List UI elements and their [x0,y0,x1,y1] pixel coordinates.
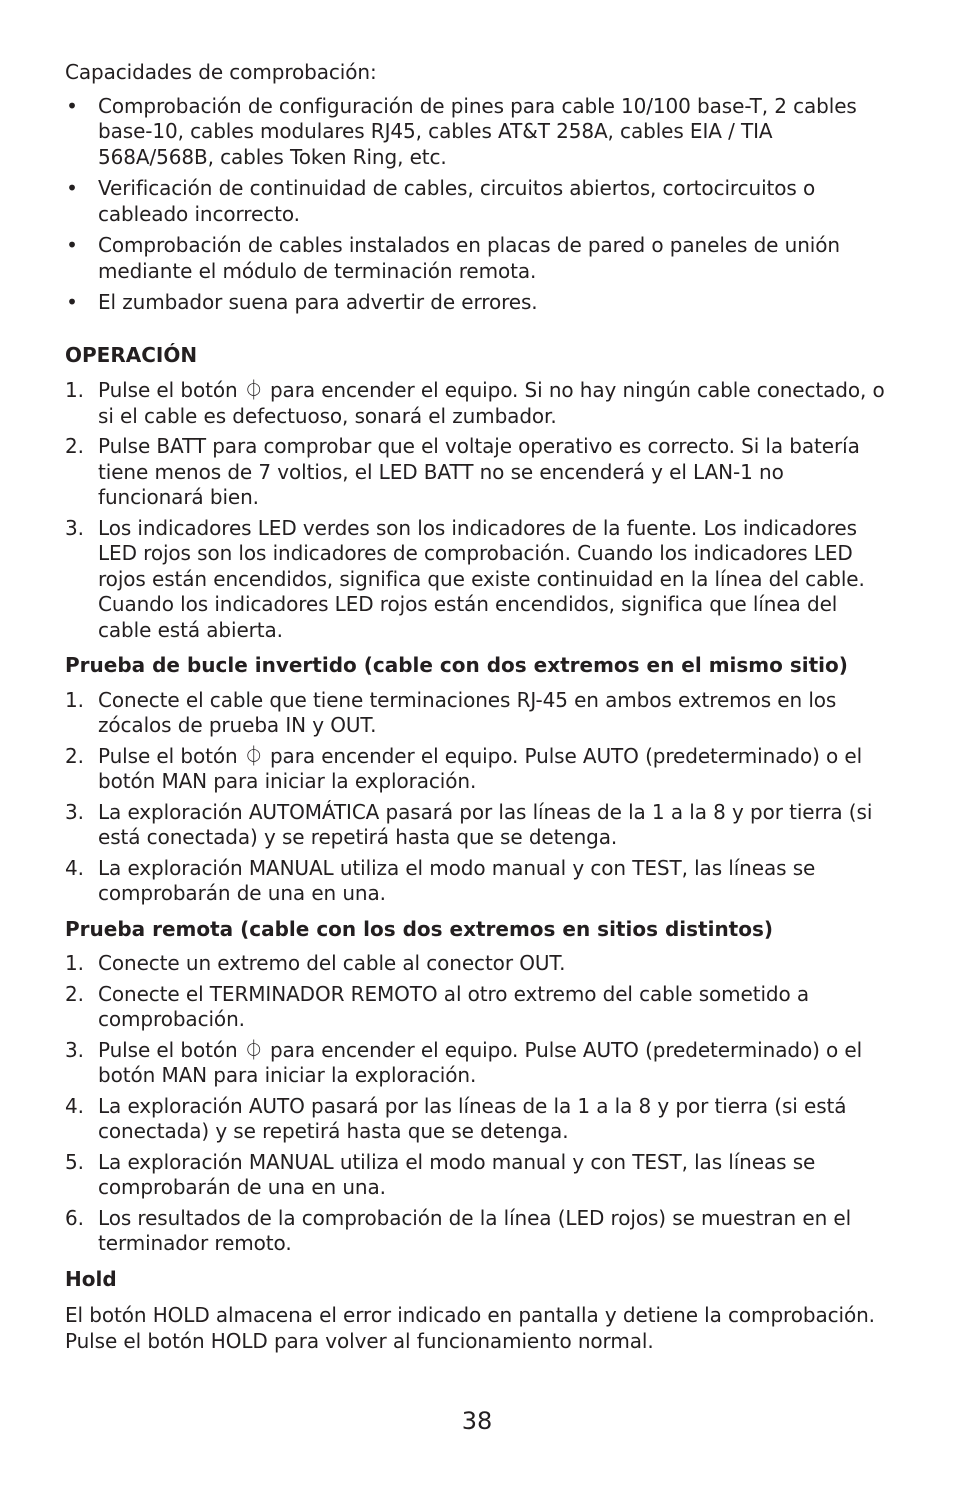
list-item [65,1094,889,1145]
list-item-text: Verificación de continuidad de cables, circuitos abiertos, cortocircuitos o cableado incorrecto. [98,176,816,226]
step-text: Conecte el TERMINADOR REMOTO al otro extremo del cable sometido a comprobación. [98,981,810,1031]
step-number: 2. [65,981,84,1006]
step-number: 1. [65,951,84,975]
step-number: 1. [65,687,84,712]
step-text: Conecte un extremo del cable al conector OUT. [98,951,566,975]
step-text: La exploración AUTOMÁTICA pasará por las líneas de la 1 a la 8 y por tierra (si está conectada) y se repetirá hasta que se detenga. [98,799,873,849]
list-item-text: Comprobación de configuración de pines para cable 10/100 base-T, 2 cables base-10, cables modulares RJ45, cables AT&T 258A, cables EIA / TIA 568A/568B, cables Token Ring, etc. [98,93,857,169]
bullet-icon: • [66,233,78,257]
manual-page [65,60,889,1354]
step-text: Los indicadores LED verdes son los indicadores de la fuente. Los indicadores LED rojos son los indicadores de comprobación. Cuando los indicadores LED rojos están encendidos, significa que existe continuidad en la línea del cable. Cuando los indicadores LED rojos están encendidos, significa que línea del cable está abierta. [98,515,865,642]
list-item [65,233,889,284]
step-text: Pulse el botón ⏀ para encender el equipo. Si no hay ningún cable conectado, o si el cable es defectuoso, sonará el zumbador. [98,378,885,428]
operation-heading: OPERACIÓN [65,342,198,367]
list-item [65,856,889,907]
step-number: 3. [65,515,84,540]
step-number: 1. [65,378,84,402]
step-text: La exploración AUTO pasará por las líneas de la 1 a la 8 y por tierra (si está conectada) y se repetirá hasta que se detenga. [98,1093,847,1143]
bullet-icon: • [66,93,78,118]
hold-paragraph: El botón HOLD almacena el error indicado en pantalla y detiene la comprobación. Pulse el botón HOLD para volver al funcionamiento normal. [65,1303,875,1353]
step-text: La exploración MANUAL utiliza el modo manual y con TEST, las líneas se comprobarán de una en una. [98,1149,816,1199]
list-item [65,516,889,644]
list-item [65,290,889,316]
list-item [65,378,889,429]
remote-steps [65,951,889,1257]
step-text: La exploración MANUAL utiliza el modo manual y con TEST, las líneas se comprobarán de una en una. [98,855,816,905]
list-item [65,1206,889,1257]
list-item [65,1150,889,1201]
list-item [65,94,889,171]
list-item [65,982,889,1033]
step-number: 2. [65,434,84,458]
list-item-text: El zumbador suena para advertir de errores. [98,290,538,314]
list-item [65,951,889,977]
list-item [65,800,889,851]
step-number: 4. [65,855,84,880]
capabilities-list [65,94,889,316]
list-item [65,1038,889,1089]
hold-heading: Hold [65,1266,117,1291]
operation-steps [65,378,889,643]
step-text: Los resultados de la comprobación de la línea (LED rojos) se muestran en el terminador remoto. [98,1205,852,1255]
list-item-text: Comprobación de cables instalados en placas de pared o paneles de unión mediante el módulo de terminación remota. [98,233,840,283]
page-number: 38 [461,1407,493,1435]
step-number: 4. [65,1093,84,1118]
step-number: 6. [65,1205,84,1230]
step-number: 3. [65,1037,84,1062]
step-text: Pulse BATT para comprobar que el voltaje operativo es correcto. Si la batería tiene menos de 7 voltios, el LED BATT no se encenderá y el LAN-1 no funcionará bien. [98,434,860,509]
step-number: 2. [65,743,84,768]
step-number: 3. [65,799,84,824]
step-number: 5. [65,1149,84,1174]
step-text: Conecte el cable que tiene terminaciones RJ-45 en ambos extremos en los zócalos de prueba IN y OUT. [98,687,837,737]
list-item [65,744,889,795]
loopback-heading: Prueba de bucle invertido (cable con dos extremos en el mismo sitio) [65,653,848,677]
step-text: Pulse el botón ⏀ para encender el equipo. Pulse AUTO (predeterminado) o el botón MAN para iniciar la exploración. [98,743,863,793]
list-item [65,176,889,227]
capabilities-intro: Capacidades de comprobación: [65,60,377,84]
list-item [65,688,889,739]
bullet-icon: • [66,176,78,200]
bullet-icon: • [66,290,78,314]
list-item [65,434,889,511]
step-text: Pulse el botón ⏀ para encender el equipo. Pulse AUTO (predeterminado) o el botón MAN para iniciar la exploración. [98,1037,863,1087]
loopback-steps [65,688,889,907]
remote-heading: Prueba remota (cable con los dos extremos en sitios distintos) [65,916,774,941]
